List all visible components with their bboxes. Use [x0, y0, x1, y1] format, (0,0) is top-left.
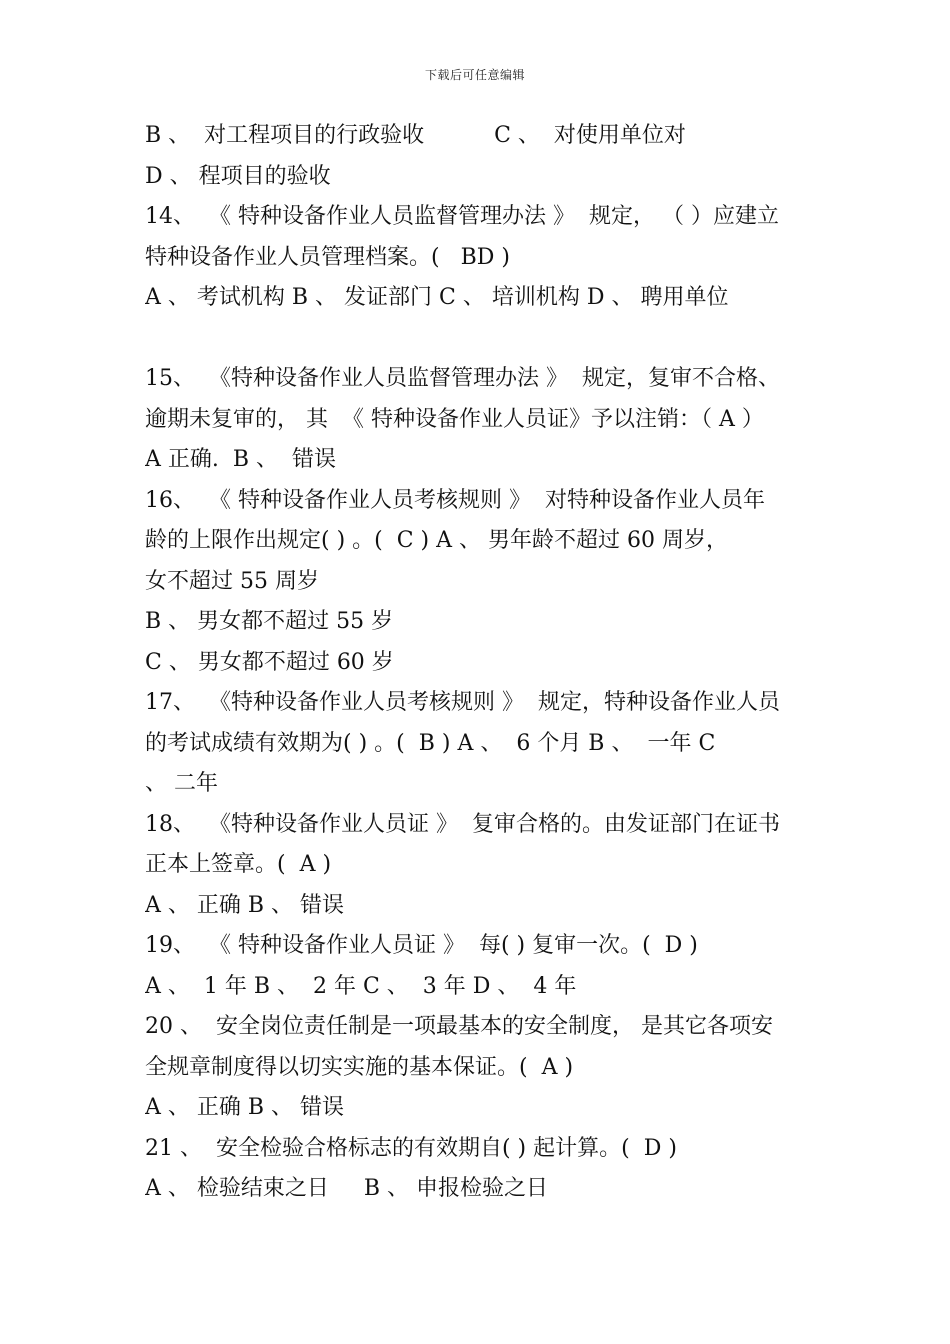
options-line: A 、 检验结束之日 B 、 申报检验之日 — [145, 1176, 548, 1201]
question-18: 18、 《特种设备作业人员证 》 复审合格的。由发证部门在证书 — [145, 811, 780, 837]
blank-line — [145, 319, 815, 360]
question-16: 16、 《 特种设备作业人员考核规则 》 对特种设备作业人员年 — [145, 487, 765, 513]
question-19: 19、 《 特种设备作业人员证 》 每( ) 复审一次。( D ) — [145, 933, 698, 958]
options-line: A 、 考试机构 B 、 发证部门 C 、 培训机构 D 、 聘用单位 — [145, 285, 729, 310]
question-17: 17、 《特种设备作业人员考核规则 》 规定，特种设备作业人员 — [145, 690, 780, 715]
text-line: 正本上签章。( A ) — [145, 852, 332, 877]
options-line: A 、 1 年 B 、 2 年 C 、 3 年 D 、 4 年 — [145, 973, 577, 999]
text-line: 特种设备作业人员管理档案。( BD ) — [145, 244, 510, 270]
options-line: 、 二年 — [145, 771, 218, 796]
options-line: B 、 男女都不超过 55 岁 — [145, 609, 394, 634]
question-15: 15、 《特种设备作业人员监督管理办法 》 规定，复审不合格、 — [145, 366, 780, 391]
options-line: C 、 男女都不超过 60 岁 — [145, 649, 394, 675]
text-line: 全规章制度得以切实实施的基本保证。( A ) — [145, 1054, 574, 1080]
question-21: 21 、 安全检验合格标志的有效期自( ) 起计算。( D ) — [145, 1135, 677, 1161]
text-line: D 、 程项目的验收 — [145, 163, 331, 189]
options-line: A 、 正确 B 、 错误 — [145, 892, 345, 918]
text-line: 女不超过 55 周岁 — [145, 568, 319, 594]
question-14: 14、 《 特种设备作业人员监督管理办法 》 规定， （ ）应建立 — [145, 204, 779, 229]
text-line: B 、 对工程项目的行政验收 C 、 对使用单位对 — [145, 123, 686, 148]
document-body — [145, 116, 815, 1210]
text-line: 逾期未复审的， 其 《 特种设备作业人员证》予以注销：（ A ） — [145, 406, 764, 432]
question-20: 20 、 安全岗位责任制是一项最基本的安全制度， 是其它各项安 — [145, 1014, 773, 1039]
text-line: 龄的上限作出规定( ) 。( C ) A 、 男年龄不超过 60 周岁， — [145, 528, 728, 553]
page-header: 下载后可任意编辑 — [424, 68, 525, 82]
text-line: 的考试成绩有效期为( ) 。( B ) A 、 6 个月 B 、 一年 C — [145, 730, 716, 756]
options-line: A 正确. B 、 错误 — [145, 447, 337, 472]
options-line: A 、 正确 B 、 错误 — [145, 1095, 345, 1120]
